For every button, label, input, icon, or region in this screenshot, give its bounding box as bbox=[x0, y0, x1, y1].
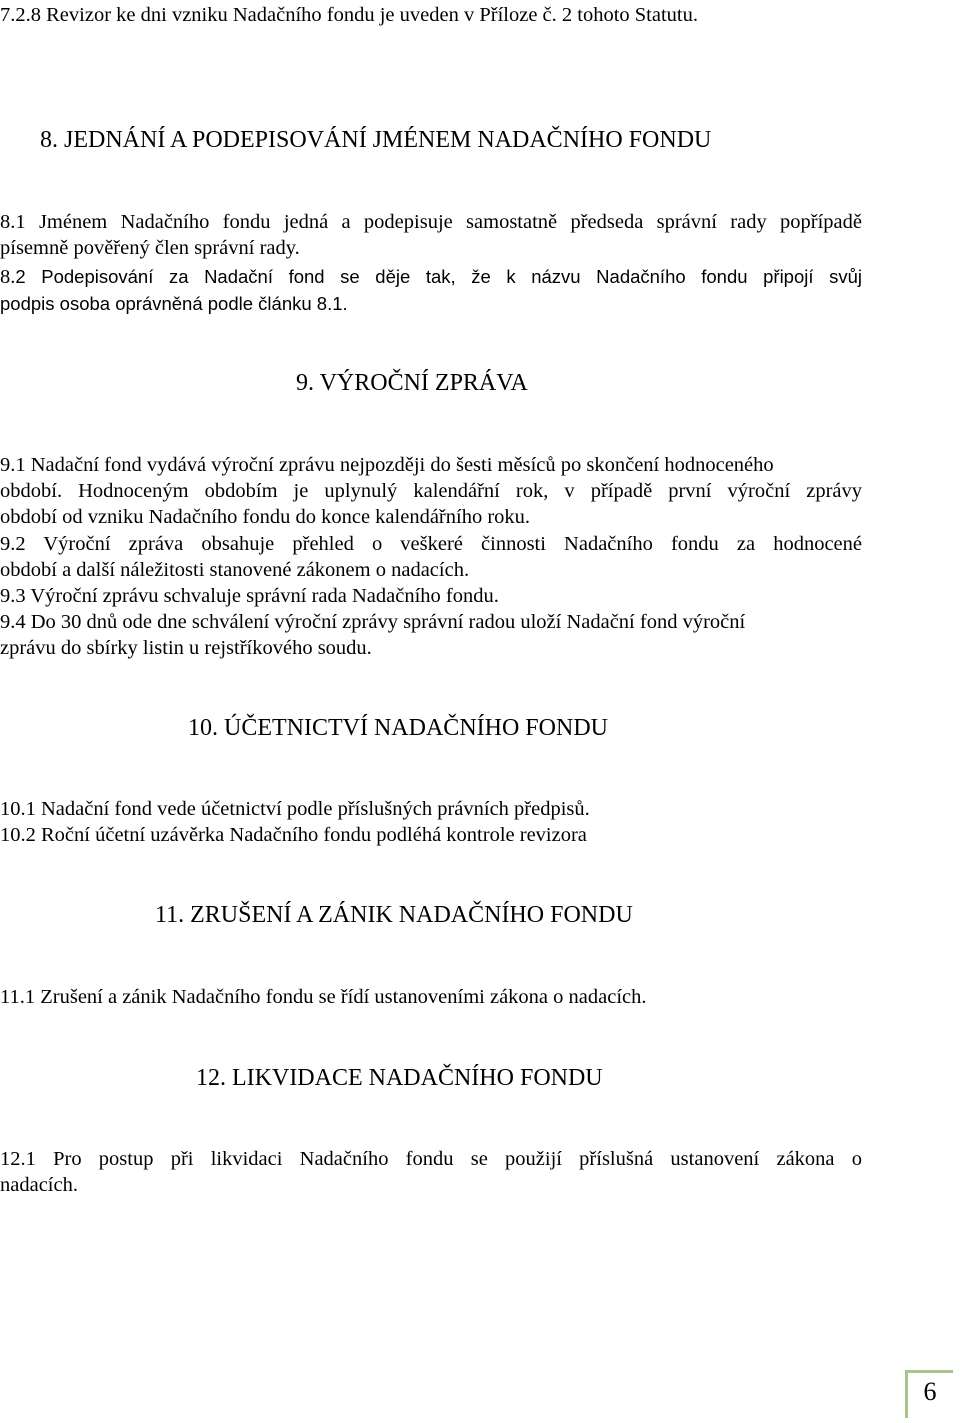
clause-12-1-line-2: nadacích. bbox=[0, 1174, 78, 1196]
clause-8-2-line-1 bbox=[0, 264, 862, 290]
clause-12-1-line-1: 12.1 Pro postup při likvidaci Nadačního fondu se použijí příslušná ustanovení zákona o bbox=[0, 1148, 862, 1170]
clause-10-1: 10.1 Nadační fond vede účetnictví podle příslušných právních předpisů. bbox=[0, 798, 590, 820]
clause-9-2-line-1: 9.2 Výroční zpráva obsahuje přehled o veškeré činnosti Nadačního fondu za hodnocené bbox=[0, 533, 862, 555]
section-10-heading: 10. ÚČETNICTVÍ NADAČNÍHO FONDU bbox=[188, 715, 608, 741]
clause-9-4-line-2: zprávu do sbírky listin u rejstříkového soudu. bbox=[0, 637, 372, 659]
clause-9-3: 9.3 Výroční zprávu schvaluje správní rada Nadačního fondu. bbox=[0, 585, 499, 607]
clause-8-2-prefix: 8. bbox=[0, 266, 16, 288]
section-11-heading: 11. ZRUŠENÍ A ZÁNIK NADAČNÍHO FONDU bbox=[155, 902, 633, 928]
page-number: 6 bbox=[923, 1377, 937, 1406]
clause-9-1-line-2: období. Hodnoceným obdobím je uplynulý kalendářní rok, v případě první výroční zprávy bbox=[0, 480, 862, 502]
clause-11-1: 11.1 Zrušení a zánik Nadačního fondu se řídí ustanoveními zákona o nadacích. bbox=[0, 986, 647, 1008]
clause-7-2-8: 7.2.8 Revizor ke dni vzniku Nadačního fondu je uveden v Příloze č. 2 tohoto Statutu. bbox=[0, 4, 698, 26]
clause-8-2-line-2: podpis osoba oprávněná podle článku 8.1. bbox=[0, 293, 348, 314]
clause-8-2-rest: 2 Podepisování za Nadační fond se děje tak, že k názvu Nadačního fondu připojí svůj bbox=[15, 266, 862, 287]
clause-9-1-line-3: období od vzniku Nadačního fondu do konce kalendářního roku. bbox=[0, 506, 531, 528]
clause-9-1-line-1: 9.1 Nadační fond vydává výroční zprávu nejpozději do šesti měsíců po skončení hodnoceného bbox=[0, 454, 774, 476]
clause-8-1-line-2: písemně pověřený člen správní rady. bbox=[0, 237, 300, 259]
clause-10-2: 10.2 Roční účetní uzávěrka Nadačního fondu podléhá kontrole revizora bbox=[0, 824, 587, 846]
clause-9-2-line-2: období a další náležitosti stanovené zákonem o nadacích. bbox=[0, 559, 470, 581]
section-8-heading: 8. JEDNÁNÍ A PODEPISOVÁNÍ JMÉNEM NADAČNÍHO FONDU bbox=[40, 127, 712, 153]
clause-8-1-line-1: 8.1 Jménem Nadačního fondu jedná a podepisuje samostatně předseda správní rady popřípadě bbox=[0, 211, 862, 233]
clause-9-4-line-1: 9.4 Do 30 dnů ode dne schválení výroční zprávy správní radou uloží Nadační fond výroční bbox=[0, 611, 746, 633]
section-12-heading: 12. LIKVIDACE NADAČNÍHO FONDU bbox=[196, 1065, 603, 1091]
section-9-heading: 9. VÝROČNÍ ZPRÁVA bbox=[296, 370, 528, 396]
